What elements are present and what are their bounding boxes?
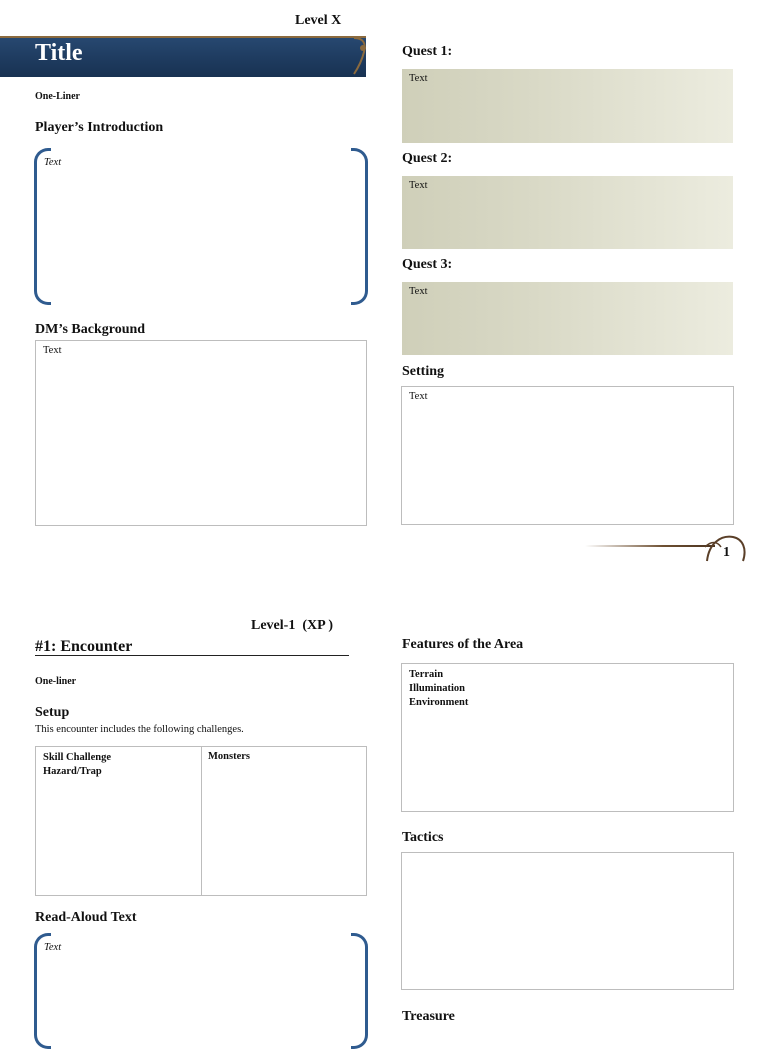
encounter-one-liner: One-liner bbox=[35, 676, 77, 687]
monsters-label: Monsters bbox=[208, 751, 250, 762]
level-label: Level X bbox=[295, 13, 342, 28]
quest-2-label: Quest 2: bbox=[402, 151, 453, 166]
page-number-rule bbox=[585, 545, 715, 547]
banner-ornament-icon bbox=[352, 34, 368, 76]
players-introduction-heading: Player’s Introduction bbox=[35, 120, 164, 135]
level-xp-label: Level-1 (XP ) bbox=[251, 618, 334, 633]
one-liner: One-Liner bbox=[35, 91, 80, 102]
dm-background-box bbox=[35, 340, 367, 526]
features-box bbox=[401, 663, 734, 812]
dm-background-text: Text bbox=[43, 345, 62, 356]
dm-background-heading: DM’s Background bbox=[35, 322, 146, 337]
tactics-box bbox=[401, 852, 734, 990]
read-aloud-text: Text bbox=[44, 942, 62, 953]
page-title: Title bbox=[35, 40, 83, 66]
setup-text: This encounter includes the following challenges. bbox=[35, 724, 244, 735]
players-introduction-text: Text bbox=[44, 157, 62, 168]
bracket-right bbox=[351, 933, 368, 1049]
encounter-title: #1: Encounter bbox=[35, 638, 133, 655]
challenges-box bbox=[35, 746, 367, 896]
feature-illumination: Illumination bbox=[409, 683, 466, 694]
bracket-left bbox=[34, 148, 51, 305]
quest-3-text: Text bbox=[409, 286, 428, 297]
page-number: 1 bbox=[723, 545, 730, 560]
skill-challenge-label: Skill Challenge bbox=[43, 752, 111, 763]
quest-1-label: Quest 1: bbox=[402, 44, 453, 59]
treasure-heading: Treasure bbox=[402, 1009, 455, 1024]
setting-box bbox=[401, 386, 734, 525]
players-introduction-box bbox=[34, 148, 368, 305]
features-heading: Features of the Area bbox=[402, 637, 524, 652]
quest-1-text: Text bbox=[409, 73, 428, 84]
bracket-right bbox=[351, 148, 368, 305]
challenges-divider bbox=[201, 747, 202, 895]
feature-environment: Environment bbox=[409, 697, 469, 708]
quest-3-box bbox=[402, 282, 733, 355]
read-aloud-box bbox=[34, 933, 368, 1033]
hazard-trap-label: Hazard/Trap bbox=[43, 766, 102, 777]
tactics-heading: Tactics bbox=[402, 830, 444, 845]
setting-text: Text bbox=[409, 391, 428, 402]
setting-heading: Setting bbox=[402, 364, 444, 379]
read-aloud-heading: Read-Aloud Text bbox=[35, 910, 137, 925]
setup-heading: Setup bbox=[35, 705, 70, 720]
quest-2-box bbox=[402, 176, 733, 249]
quest-2-text: Text bbox=[409, 180, 428, 191]
feature-terrain: Terrain bbox=[409, 669, 444, 680]
quest-1-box bbox=[402, 69, 733, 143]
quest-3-label: Quest 3: bbox=[402, 257, 453, 272]
